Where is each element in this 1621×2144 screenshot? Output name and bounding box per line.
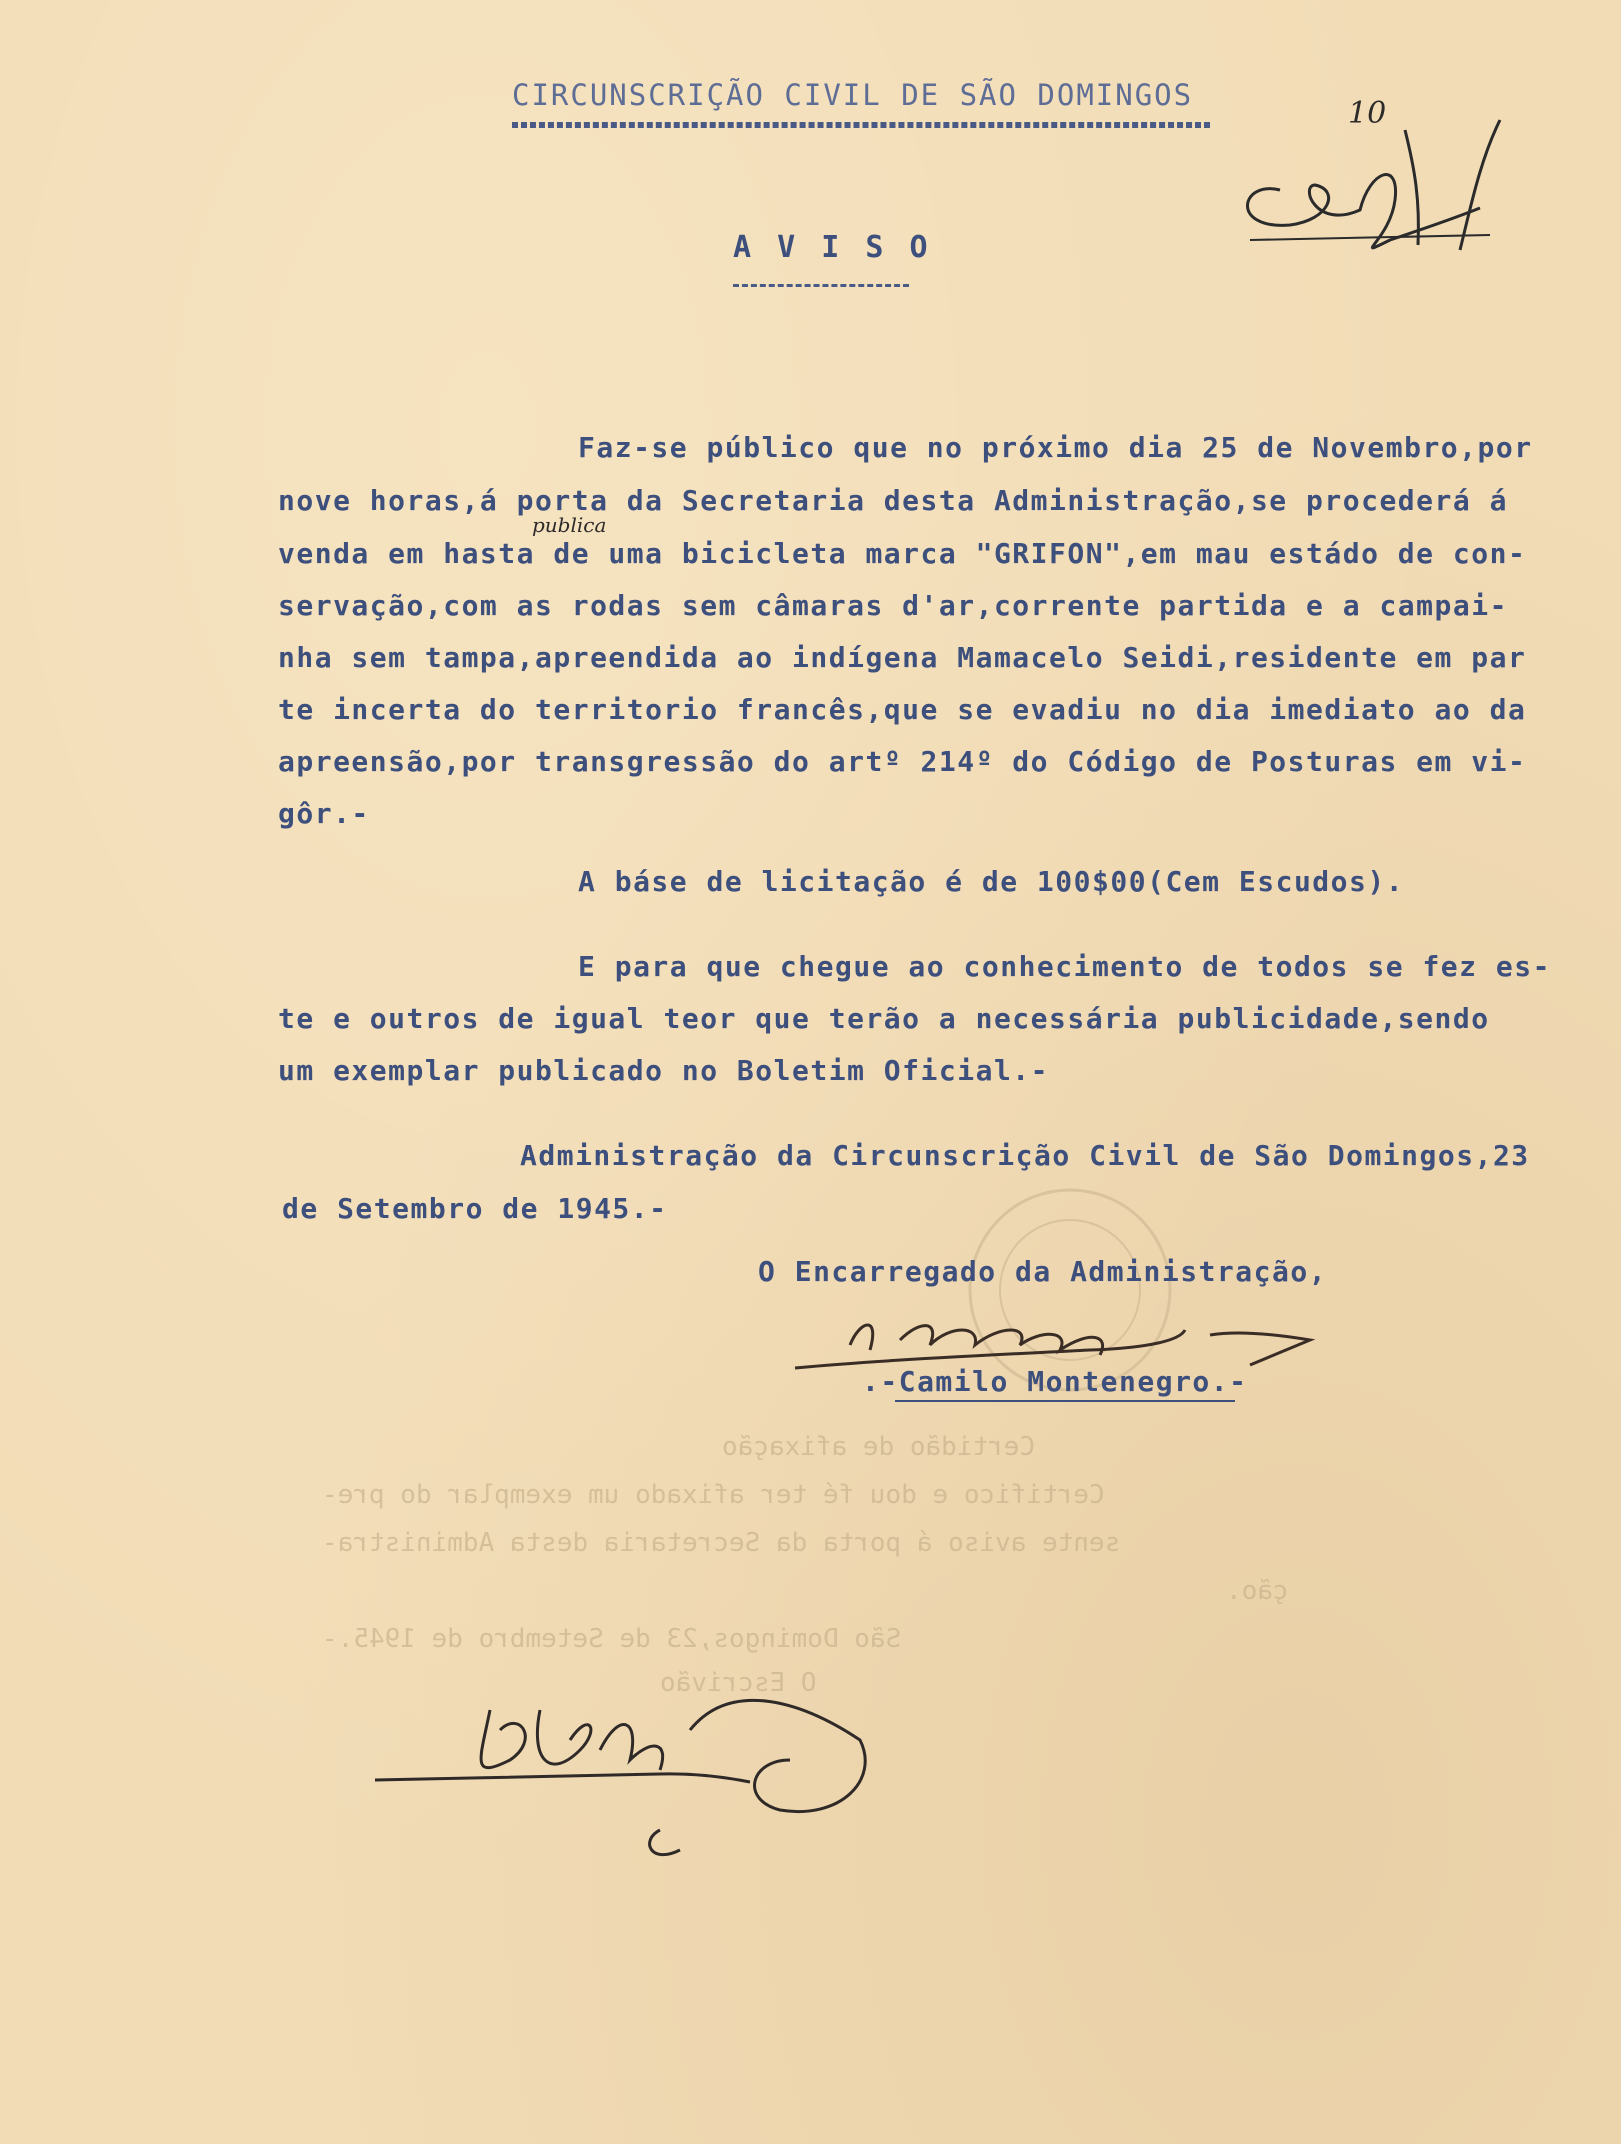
corner-initials-mark	[1220, 90, 1520, 270]
para1-line-6: te incerta do territorio francês,que se evadiu no dia imediato ao da	[278, 693, 1527, 726]
place-date-line-2: de Setembro de 1945.-	[282, 1192, 668, 1225]
bleed-through-line-3: sente aviso á porta da Secretaria desta Administra-	[322, 1528, 1121, 1558]
para3-line-1: E para que chegue ao conhecimento de todos se fez es-	[578, 950, 1551, 983]
para1-line-4: servação,com as rodas sem câmaras d'ar,corrente partida e a campai-	[278, 589, 1508, 622]
page-number: 10	[1348, 96, 1387, 131]
lower-signature-flourish	[370, 1650, 890, 1890]
bleed-through-line-1: Certidão de afixação	[722, 1432, 1036, 1462]
para3-line-3: um exemplar publicado no Boletim Oficial.-	[278, 1054, 1050, 1087]
bleed-through-line-6: O Escrivão	[660, 1668, 817, 1698]
signatory-role: O Encarregado da Administração,	[758, 1255, 1328, 1288]
bleed-through-line-5: São Domingos,23 de Setembro de 1945.-	[322, 1624, 902, 1654]
para1-line-8: gôr.-	[278, 797, 370, 830]
para1-line-2: nove horas,á porta da Secretaria desta Administração,se procederá á	[278, 484, 1508, 517]
heading-underline	[733, 284, 909, 287]
bleed-through-line-4: ção.	[1226, 1576, 1289, 1606]
bleed-through-line-2: Certifico e dou fé ter afixado um exemplar do pre-	[322, 1480, 1105, 1510]
para1-line-5: nha sem tampa,apreendida ao indígena Mamacelo Seidi,residente em par	[278, 641, 1527, 674]
heading-aviso: A V I S O	[733, 230, 932, 265]
document-title: CIRCUNSCRIÇÃO CIVIL DE SÃO DOMINGOS	[512, 78, 1194, 112]
para1-line-1: Faz-se público que no próximo dia 25 de Novembro,por	[578, 431, 1533, 464]
handwritten-insertion: publica	[532, 513, 607, 537]
signatory-name-underline	[895, 1400, 1235, 1402]
signatory-name: .-Camilo Montenegro.-	[862, 1365, 1248, 1398]
para3-line-2: te e outros de igual teor que terão a necessária publicidade,sendo	[278, 1002, 1490, 1035]
bid-base-line: A báse de licitação é de 100$00(Cem Escudos).	[578, 865, 1405, 898]
para1-line-7: apreensão,por transgressão do artº 214º do Código de Posturas em vi-	[278, 745, 1527, 778]
para1-line-3: venda em hasta de uma bicicleta marca "GRIFON",em mau estádo de con-	[278, 537, 1527, 570]
title-underline	[512, 122, 1210, 128]
place-date-line-1: Administração da Circunscrição Civil de São Domingos,23	[520, 1139, 1530, 1172]
